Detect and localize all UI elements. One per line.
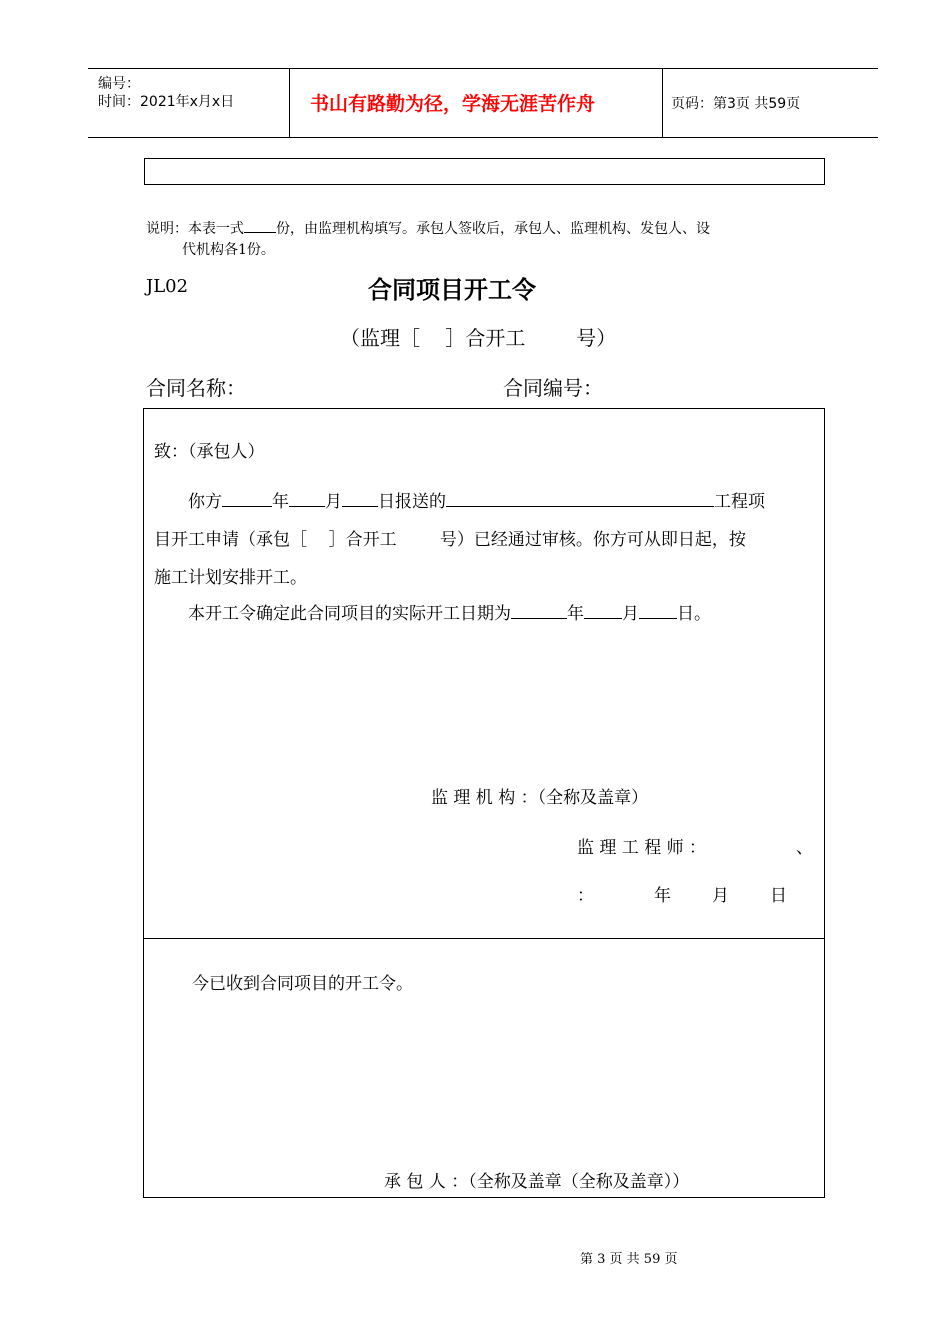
start-day-blank (639, 600, 677, 619)
notice-text: 你方 (188, 492, 222, 512)
form-number-line: （监理［ ］合开工 号） (340, 326, 617, 350)
page-header (88, 68, 878, 138)
contract-name-label: 合同名称： (146, 376, 246, 400)
date-month: 月 (712, 886, 729, 906)
contract-no-label: 合同编号： (503, 376, 603, 400)
notice-paragraph-4 (188, 599, 711, 624)
notice-form-box (143, 408, 825, 1198)
notice-text: 月 (622, 604, 639, 624)
contractor-label: 承 包 人 ：（全称及盖章（全称及盖章）） (384, 1172, 690, 1192)
project-name-blank (446, 488, 714, 507)
notice-text: 工程项 (714, 492, 765, 512)
notice-paragraph-1 (188, 487, 765, 512)
date-day: 日 (770, 886, 787, 906)
supervisor-org-label: 监 理 机 构 ：（全称及盖章） (431, 788, 649, 808)
notice-text: 日报送的 (378, 492, 446, 512)
notice-text: 日。 (677, 604, 711, 624)
form-title: 合同项目开工令 (368, 275, 536, 304)
header-divider (662, 69, 663, 137)
notice-to: 致：（承包人） (154, 442, 265, 462)
header-code-label: 编号： (98, 76, 140, 92)
notice-paragraph-2: 目开工申请（承包［ ］合开工 号）已经通过审核。你方可从即日起，按 (154, 530, 746, 550)
header-time-label: 时间：2021年x月x日 (98, 94, 235, 110)
year-blank (222, 488, 272, 507)
notice-paragraph-3: 施工计划安排开工。 (154, 568, 307, 588)
comma-mark: 、 (796, 838, 813, 858)
supervisor-engineer-label: 监 理 工 程 师 ： (577, 838, 707, 858)
header-motto: 书山有路勤为径，学海无涯苦作舟 (310, 93, 596, 115)
note-line-2: 代机构各1份。 (182, 242, 275, 258)
date-year: 年 (654, 886, 671, 906)
note-text: 说明：本表一式 (146, 221, 244, 237)
start-year-blank (511, 600, 567, 619)
receipt-text: 今已收到合同项目的开工令。 (192, 974, 413, 994)
day-blank (342, 488, 378, 507)
note-text: 份，由监理机构填写。承包人签收后，承包人、监理机构、发包人、设 (276, 221, 710, 237)
note-line-1 (146, 214, 710, 238)
month-blank (289, 488, 325, 507)
header-page-info: 页码：第3页 共59页 (671, 96, 801, 112)
date-colon: ： (577, 886, 594, 906)
notice-text: 年 (272, 492, 289, 512)
start-month-blank (584, 600, 622, 619)
section-divider (144, 938, 824, 939)
form-code: JL02 (146, 276, 189, 297)
header-divider (289, 69, 290, 137)
notice-text: 年 (567, 604, 584, 624)
notice-text: 月 (325, 492, 342, 512)
copies-blank (244, 214, 276, 233)
notice-text: 本开工令确定此合同项目的实际开工日期为 (188, 604, 511, 624)
blank-table-row (144, 158, 825, 185)
page-footer: 第 3 页 共 59 页 (580, 1252, 678, 1267)
